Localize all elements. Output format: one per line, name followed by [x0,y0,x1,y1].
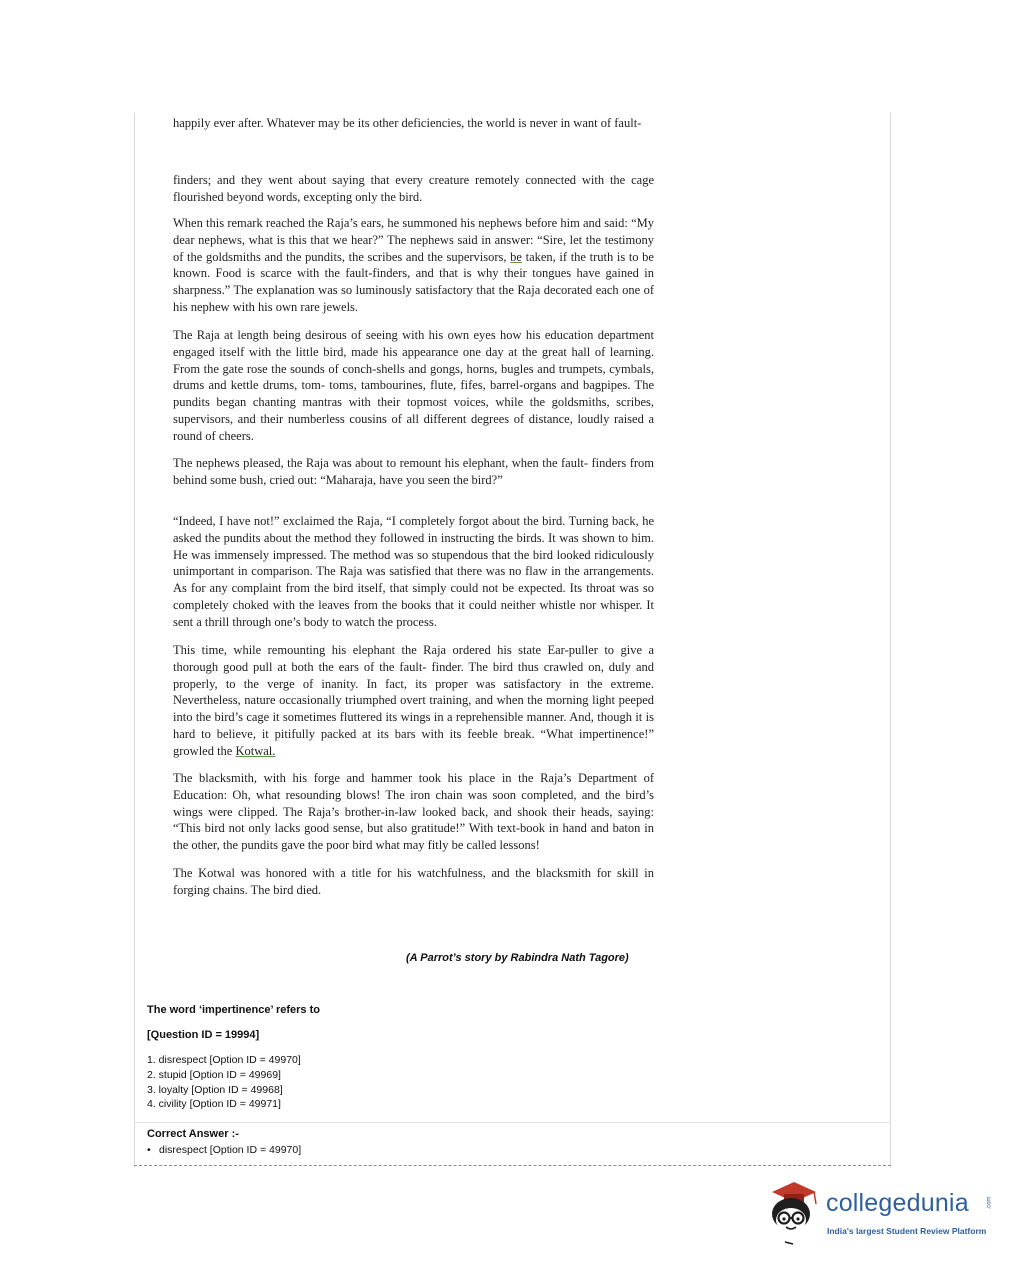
section-divider [134,1122,891,1123]
passage-paragraph-1: happily ever after. Whatever may be its other deficiencies, the world is never in want of fault- [173,116,642,130]
question-id: [Question ID = 19994] [147,1029,260,1041]
page-bottom-border [134,1165,891,1166]
passage-paragraph-4: The Raja at length being desirous of seeing with his own eyes how his education department engaged itself with the little bird, made his appearance one day at the great hall of learning. From the gate rose the sounds of conch-shells and gongs, horns, bugles and trumpets, cymbals, drums and kettle drums, tom- toms, tambourines, flute, fifes, barrel-organs and bagpipes. The pundits began chanting mantras with their topmost voices, while the goldsmiths, scribes, supervisors, and their numberless cousins of all different degrees of distance, loudly raised a round of cheers. [173,328,654,443]
passage-paragraph-2: finders; and they went about saying that every creature remotely connected with the cage flourished beyond words, excepting only the bird. [173,173,654,204]
correct-answer-heading: Correct Answer :- [147,1128,239,1140]
passage-paragraph-9: The Kotwal was honored with a title for his watchfulness, and the blacksmith for skill in forging chains. The bird died. [173,866,654,897]
brand-name: collegedunia [826,1189,969,1217]
passage-credit: (A Parrot’s story by Rabindra Nath Tagore) [406,952,629,964]
brand-tagline: India's largest Student Review Platform [827,1226,987,1236]
question-text: The word ‘impertinence’ refers to [147,1004,320,1016]
brand-domain: .com [986,1196,993,1210]
passage-paragraph-7: This time, while remounting his elephant the Raja ordered his state Ear-puller to give a thorough good pull at both the ears of the fault- finder. The bird thus crawled on, duly and properly, to the verge of inanity. In fact, its proper was satisfactory in the extreme. Nevertheless, nature occasionally triumphed overt training, and when the morning light peeped into the bird’s cage it sometimes fluttered its wings in a reprehensible manner. And, though it is hard to believe, it pitifully packed at its bars with its feeble break. “What impertinence!” growled the Kotwal. [173,643,654,758]
correct-answer-item [147,1144,301,1156]
passage-paragraph-5: The nephews pleased, the Raja was about to remount his elephant, when the fault- finders from behind some bush, cried out: “Maharaja, have you seen the bird?” [173,456,654,487]
option-item: 1. disrespect [Option ID = 49970] [147,1054,301,1066]
option-item: 4. civility [Option ID = 49971] [147,1098,281,1111]
passage-paragraph-6: “Indeed, I have not!” exclaimed the Raja, “I completely forgot about the bird. Turning back, he asked the pundits about the method they followed in instructing the birds. It was shown to him. He was immensely impressed. The method was so stupendous that the bird looked ridiculously unimportant in comparison. The Raja was satisfied that there was no flaw in the arrangements. As for any complaint from the bird itself, that simply could not be expected. Its throat was so completely choked with the leaves from the books that it could neither whistle nor whisper. It sent a thrill through one’s body to watch the process. [173,514,654,629]
passage-paragraph-3: When this remark reached the Raja’s ears, he summoned his nephews before him and said: “My dear nephews, what is this that we hear?” The nephews said in answer: “Sire, let the testimony of the goldsmiths and the pundits, the scribes and the supervisors, be taken, if the truth is to be known. Food is scarce with the fault-finders, and that is why their tongues have gained in sharpness.” The explanation was so luminously satisfactory that the Raja decorated each one of his nephew with his own rare jewels. [173,216,654,314]
option-item: 2. stupid [Option ID = 49969] [147,1068,281,1081]
option-list [147,1053,301,1112]
option-item: 3. loyalty [Option ID = 49968] [147,1083,283,1096]
passage-paragraph-8: The blacksmith, with his forge and hammer took his place in the Raja’s Department of Education: Oh, what resounding blows! The iron chain was soon completed, and the bird’s wings were clipped. The Raja’s brother-in-law looked back, and shook their heads, saying: “This bird not only lacks good sense, but also gratitude!” With text-book in hand and baton in the other, the pundits gave the poor bird what may fitly be called lessons! [173,771,654,853]
bullet-icon: • [147,1144,151,1156]
correct-answer-value: disrespect [Option ID = 49970] [159,1144,302,1156]
